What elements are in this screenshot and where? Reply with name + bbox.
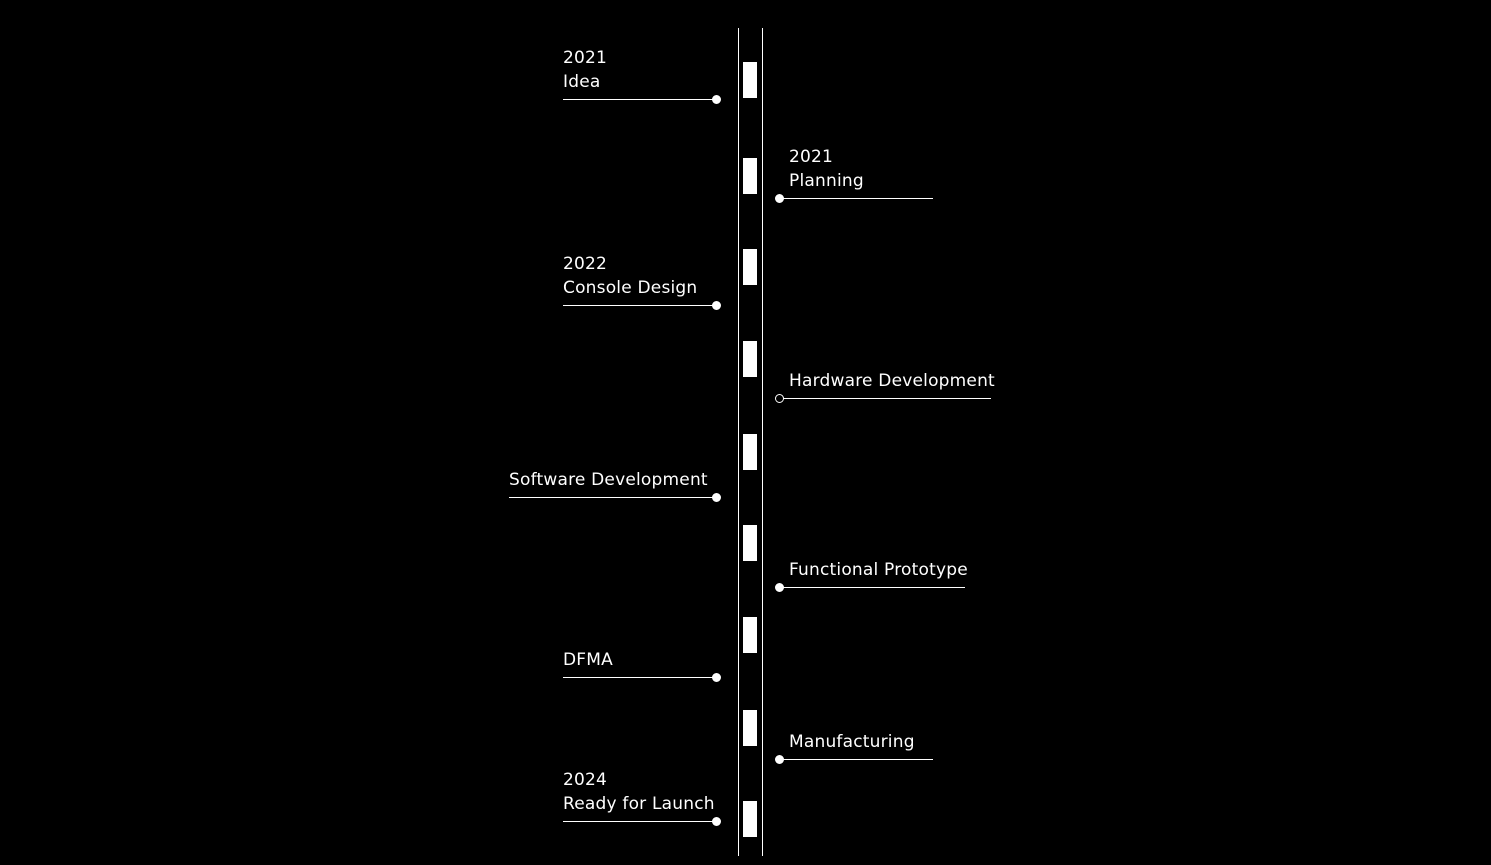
- timeline-event-marker-icon[interactable]: [712, 493, 721, 502]
- timeline-event[interactable]: [563, 622, 721, 682]
- timeline-event-year: 2022: [563, 254, 608, 274]
- timeline-tick: [743, 249, 757, 285]
- timeline-event-connector: [563, 677, 717, 678]
- timeline-event-label: Planning: [789, 171, 864, 191]
- timeline-event[interactable]: [563, 44, 721, 104]
- timeline-event-connector: [779, 398, 991, 399]
- timeline-event-marker-icon[interactable]: [775, 394, 784, 403]
- timeline-event-connector: [779, 198, 933, 199]
- timeline-event-label: DFMA: [563, 650, 613, 670]
- timeline-event[interactable]: [775, 143, 933, 203]
- timeline-event-label: Ready for Launch: [563, 794, 715, 814]
- timeline-tick: [743, 801, 757, 837]
- timeline-tick: [743, 62, 757, 98]
- timeline-event-label: Hardware Development: [789, 371, 995, 391]
- timeline-event-marker-icon[interactable]: [775, 755, 784, 764]
- timeline-event[interactable]: [509, 442, 721, 502]
- timeline-tick: [743, 434, 757, 470]
- timeline-event[interactable]: [563, 250, 721, 310]
- timeline-tick: [743, 525, 757, 561]
- timeline-event-label: Console Design: [563, 278, 698, 298]
- timeline-event-label: Idea: [563, 72, 601, 92]
- timeline-event-connector: [779, 759, 933, 760]
- timeline-rail-left: [738, 28, 739, 856]
- timeline-event-marker-icon[interactable]: [712, 673, 721, 682]
- timeline-tick: [743, 158, 757, 194]
- timeline-event-connector: [779, 587, 965, 588]
- timeline-event[interactable]: [775, 532, 968, 592]
- timeline-tick: [743, 710, 757, 746]
- timeline-event[interactable]: [775, 343, 995, 403]
- timeline-event-year: 2021: [789, 147, 834, 167]
- timeline-event-year: 2024: [563, 770, 608, 790]
- timeline-event-marker-icon[interactable]: [712, 95, 721, 104]
- timeline-tick: [743, 341, 757, 377]
- timeline-event-connector: [563, 821, 717, 822]
- timeline-event-marker-icon[interactable]: [775, 194, 784, 203]
- timeline-event-marker-icon[interactable]: [775, 583, 784, 592]
- timeline-event-year: 2021: [563, 48, 608, 68]
- timeline-event-connector: [509, 497, 717, 498]
- timeline-tick: [743, 617, 757, 653]
- timeline-event-label: Manufacturing: [789, 732, 915, 752]
- timeline-event-connector: [563, 99, 717, 100]
- timeline-event-label: Software Development: [509, 470, 708, 490]
- timeline-event-marker-icon[interactable]: [712, 817, 721, 826]
- timeline-event-marker-icon[interactable]: [712, 301, 721, 310]
- timeline-event[interactable]: [775, 704, 933, 764]
- timeline-event-connector: [563, 305, 717, 306]
- timeline-event-label: Functional Prototype: [789, 560, 968, 580]
- timeline-event[interactable]: [563, 766, 721, 826]
- timeline-rail-right: [762, 28, 763, 856]
